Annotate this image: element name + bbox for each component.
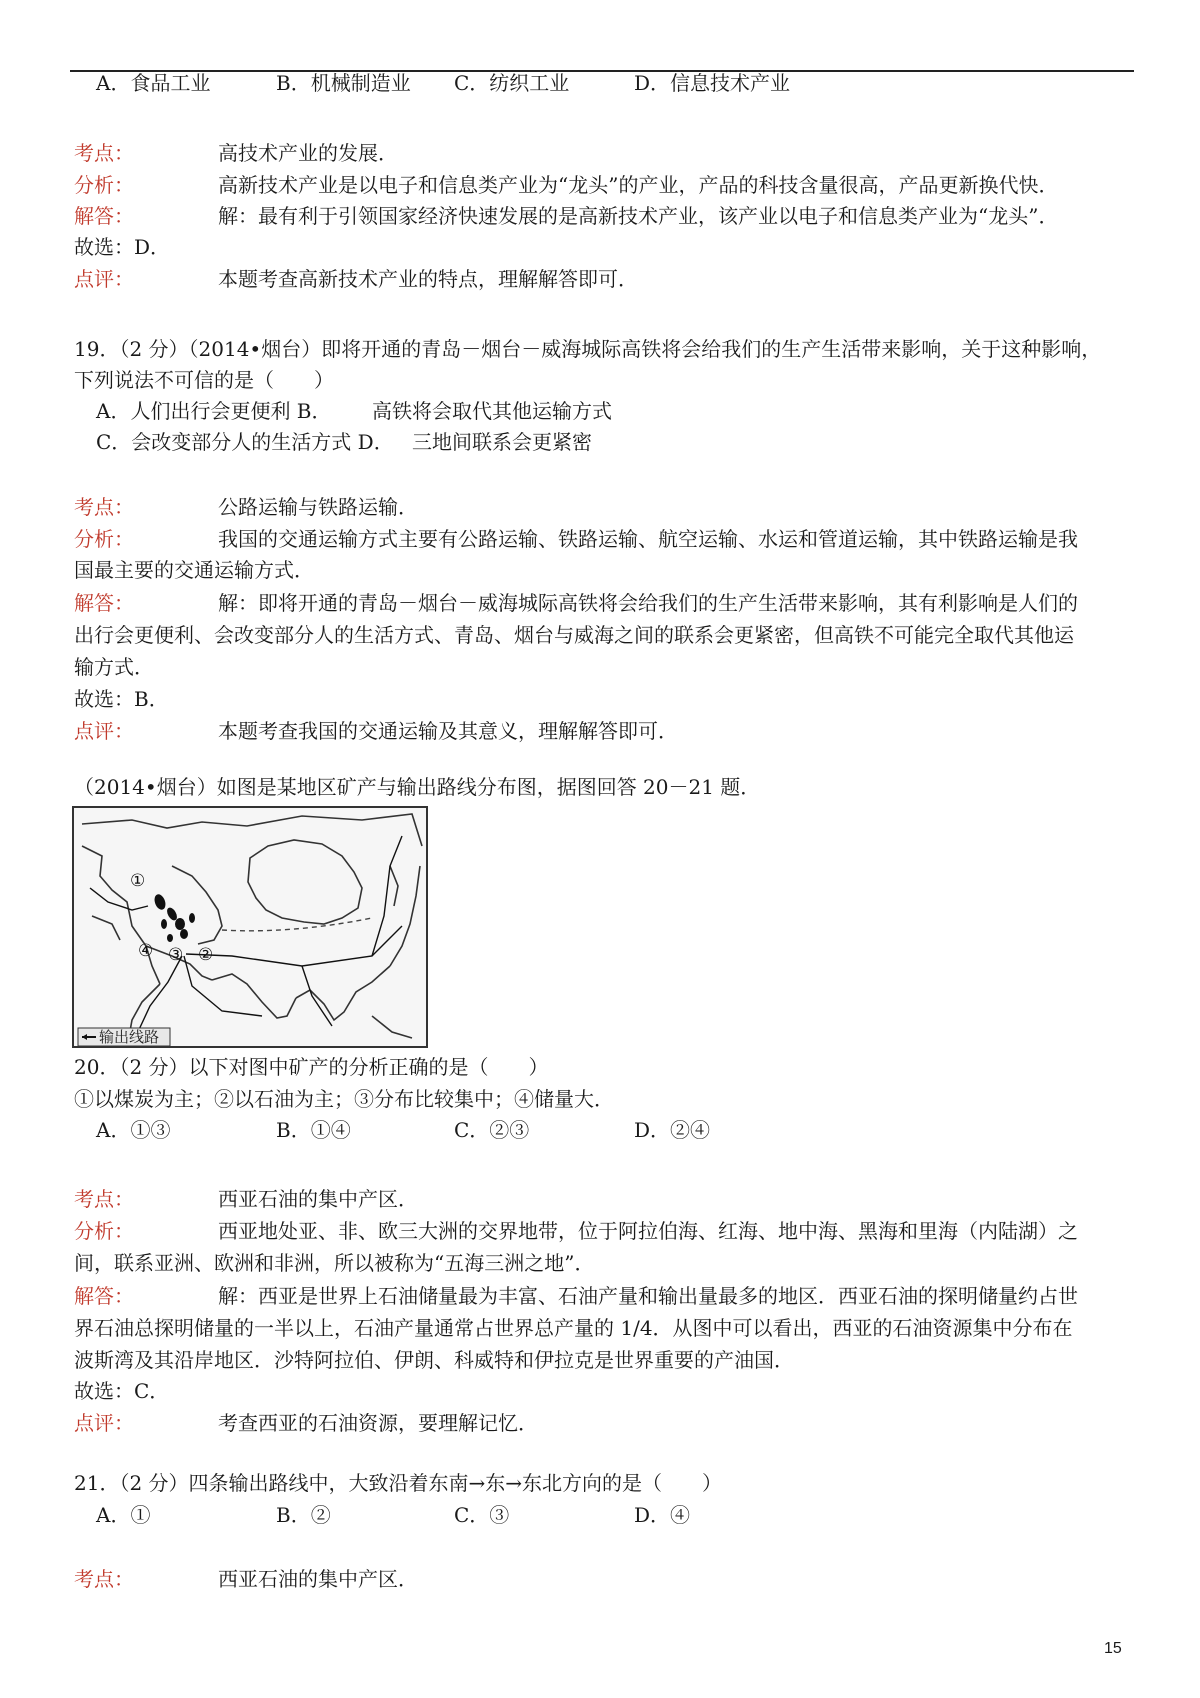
jieda-label: 解答： (74, 591, 134, 615)
jieda-label: 解答： (74, 204, 134, 228)
intro-20-21: （2014•烟台）如图是某地区矿产与输出路线分布图，据图回答 20－21 题． (74, 775, 761, 799)
q21-option-d: D．④ (634, 1503, 691, 1527)
q19-kaodian: 公路运输与铁路运输． (218, 495, 418, 519)
q19-jieda-line1: 解：即将开通的青岛－烟台－威海城际高铁将会给我们的生产生活带来影响，其有利影响是人们的 (218, 591, 1078, 615)
map-figure (72, 806, 428, 1048)
q18-dianping-row (74, 266, 638, 292)
q20-statements: ①以煤炭为主；②以石油为主；③分布比较集中；④储量大． (74, 1087, 614, 1111)
q19-jieda-row (74, 590, 1078, 616)
q19-stem-line2: 下列说法不可信的是（ ） (74, 368, 334, 392)
q20-jieda-line1: 解：西亚是世界上石油储量最为丰富、石油产量和输出量最多的地区．西亚石油的探明储量约占世 (218, 1284, 1078, 1308)
q19-jieda-line3: 输方式． (74, 655, 154, 679)
q19-dianping: 本题考查我国的交通运输及其意义，理解解答即可． (218, 719, 678, 743)
q20-fenxi-line1: 西亚地处亚、非、欧三大洲的交界地带，位于阿拉伯海、红海、地中海、黑海和里海（内陆湖）之 (218, 1219, 1078, 1243)
dianping-label: 点评： (74, 719, 134, 743)
q20-guxuan: 故选：C． (74, 1379, 170, 1403)
q20-fenxi-line2: 间，联系亚洲、欧洲和非洲，所以被称为“五海三洲之地”． (74, 1251, 595, 1275)
q19-fenxi-row (74, 526, 1078, 552)
q18-fenxi-row (74, 172, 1058, 198)
q21-kaodian-row (74, 1566, 418, 1592)
q20-fenxi-row (74, 1218, 1078, 1244)
q19-fenxi-line1: 我国的交通运输方式主要有公路运输、铁路运输、航空运输、水运和管道运输，其中铁路运输是我 (218, 527, 1078, 551)
map-marker-3: ③ (168, 945, 184, 965)
q21-stem: 21．（2 分）四条输出路线中，大致沿着东南→东→东北方向的是（ ） (74, 1471, 723, 1495)
q19-kaodian-row (74, 494, 418, 520)
q19-guxuan: 故选：B． (74, 687, 169, 711)
map-marker-4: ④ (138, 941, 154, 961)
q21-option-b: B．② (276, 1503, 331, 1527)
q20-option-d: D．②④ (634, 1118, 711, 1142)
q19-stem-line1: 19．（2 分）（2014•烟台）即将开通的青岛－烟台－威海城际高铁将会给我们的生产生活带来影响，关于这种影响， (74, 337, 1102, 361)
q18-jieda: 解：最有利于引领国家经济快速发展的是高新技术产业，该产业以电子和信息类产业为“龙头”． (218, 204, 1059, 228)
q20-option-c: C．②③ (454, 1118, 530, 1142)
kaodian-label: 考点： (74, 1567, 134, 1591)
fenxi-label: 分析： (74, 173, 134, 197)
q20-kaodian-row (74, 1186, 418, 1212)
q19-option-row2-b: 三地间联系会更紧密 (412, 430, 592, 454)
jieda-label: 解答： (74, 1284, 134, 1308)
q18-option-b: B．机械制造业 (276, 71, 411, 95)
header-rule (70, 70, 1134, 72)
q19-dianping-row (74, 718, 678, 744)
q20-dianping-row (74, 1410, 538, 1436)
q18-option-d: D．信息技术产业 (634, 71, 791, 95)
kaodian-label: 考点： (74, 495, 134, 519)
q19-jieda-line2: 出行会更便利、会改变部分人的生活方式、青岛、烟台与威海之间的联系会更紧密，但高铁不可能完全取代其他运 (74, 623, 1074, 647)
q18-dianping: 本题考查高新技术产业的特点，理解解答即可． (218, 267, 638, 291)
q20-jieda-row (74, 1283, 1078, 1309)
map-marker-2: ② (198, 945, 214, 965)
q18-kaodian: 高技术产业的发展． (218, 141, 398, 165)
q20-option-b: B．①④ (276, 1118, 351, 1142)
q21-option-a: A．① (96, 1503, 151, 1527)
q19-option-row2-a: C．会改变部分人的生活方式 D． (96, 430, 394, 454)
map-legend-label: 输出线路 (99, 1028, 160, 1046)
map-marker-1: ① (130, 871, 146, 891)
q18-option-a: A．食品工业 (96, 71, 211, 95)
q18-kaodian-row (74, 140, 398, 166)
q20-jieda-line3: 波斯湾及其沿岸地区．沙特阿拉伯、伊朗、科威特和伊拉克是世界重要的产油国． (74, 1348, 794, 1372)
q21-option-c: C．③ (454, 1503, 510, 1527)
mineral-route-map (72, 806, 428, 1048)
page-number: 15 (1104, 1640, 1122, 1657)
kaodian-label: 考点： (74, 141, 134, 165)
q19-option-row1-b: 高铁将会取代其他运输方式 (372, 399, 612, 423)
dianping-label: 点评： (74, 267, 134, 291)
q18-guxuan: 故选：D． (74, 235, 171, 259)
fenxi-label: 分析： (74, 527, 134, 551)
q20-stem: 20．（2 分）以下对图中矿产的分析正确的是（ ） (74, 1055, 549, 1079)
q21-kaodian: 西亚石油的集中产区． (218, 1567, 418, 1591)
q18-jieda-row (74, 203, 1058, 229)
q20-kaodian: 西亚石油的集中产区． (218, 1187, 418, 1211)
kaodian-label: 考点： (74, 1187, 134, 1211)
fenxi-label: 分析： (74, 1219, 134, 1243)
q19-option-row1-a: A．人们出行会更便利 B． (96, 399, 332, 423)
q19-fenxi-line2: 国最主要的交通运输方式． (74, 558, 314, 582)
dianping-label: 点评： (74, 1411, 134, 1435)
q20-dianping: 考查西亚的石油资源，要理解记忆． (218, 1411, 538, 1435)
q20-option-a: A．①③ (96, 1118, 171, 1142)
q20-jieda-line2: 界石油总探明储量的一半以上，石油产量通常占世界总产量的 1/4．从图中可以看出，西亚的石油资源集中分布在 (74, 1316, 1073, 1340)
q18-option-c: C．纺织工业 (454, 71, 570, 95)
q18-fenxi: 高新技术产业是以电子和信息类产业为“龙头”的产业，产品的科技含量很高，产品更新换代快． (218, 173, 1059, 197)
